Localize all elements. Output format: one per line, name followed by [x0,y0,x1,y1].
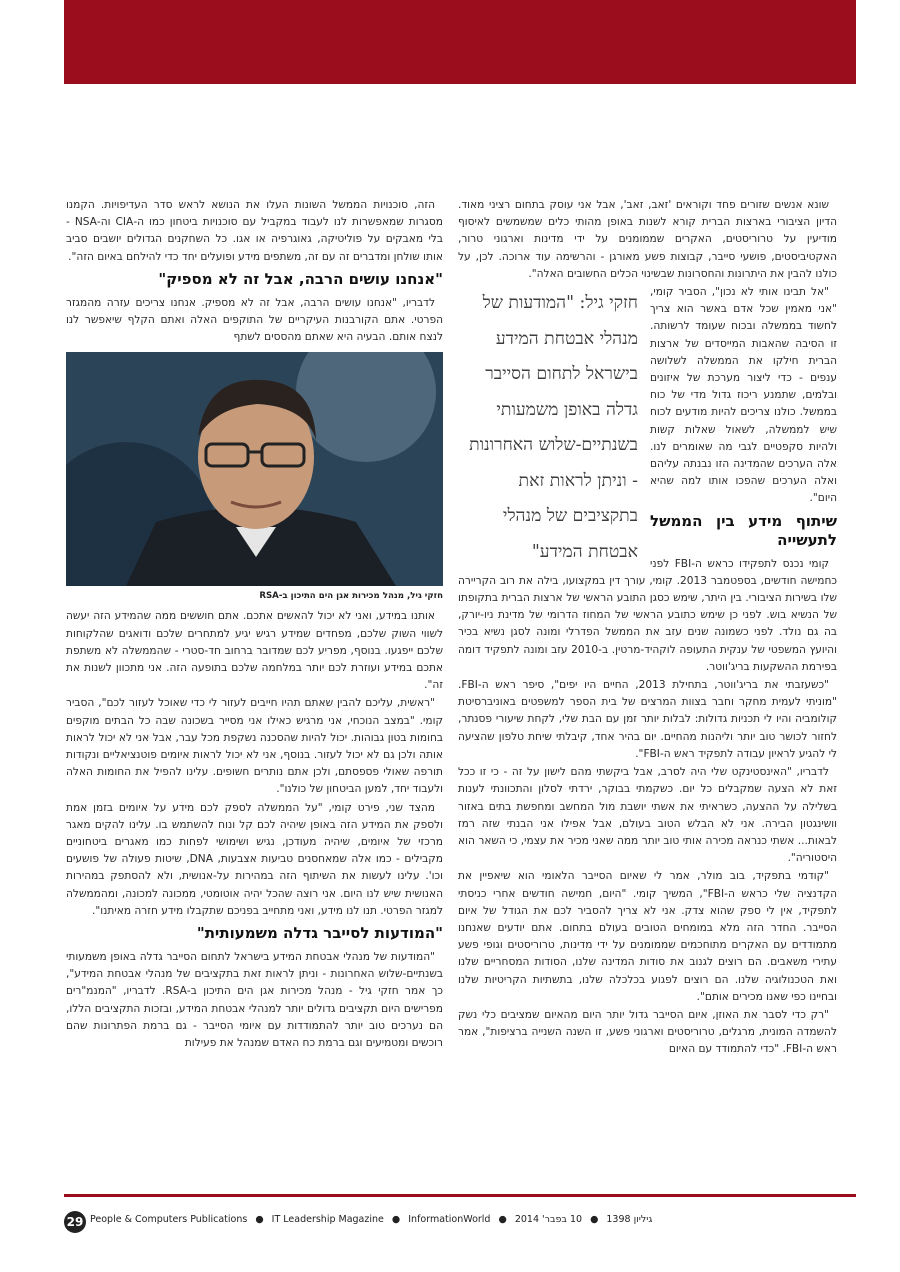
body-paragraph: "קודמי בתפקיד, בוב מולר, אמר לי שאיום הסייבר הלאומי הוא שיאפיין את הקדנציה שלי כראש ה-FBI", המשיך קומי. "היום, חמישה חודשים אחרי כניסתי לתפקיד, אין לי ספק שהוא צדק. אני לא צריך להסביר לכם את הגודל של איום הסייבר. החדר הזה מלא במומחים הטובים בעולם בתחום. אתם יודעים שאנחנו מתמודדים עם האקרים מתוחכמים שממומנים על ידי מדינות, טרוריסטים וגופי פשע עתירי משאבים. הם רוצים לגנוב את סודות המדינה שלנו, הסודות המסחריים שלנו ואת הטכנולוגיה שלנו. הם רוצים לפגוע בכלכלה שלנו, בתשתיות הקריטיות שלנו ובחיינו כפי שאנו מכירים אותם". [458,870,837,1003]
body-paragraph: "ראשית, עליכם להבין שאתם תהיו חייבים לעזור לי כדי שאוכל לעזור לכם", הסביר קומי. "במצב הנוכחי, אני מרגיש כאילו אני מסייר בשכונה שבה כל הבתים מוקפים בחומות בטון גבוהות. יכול להיות שהסכנה נשקפת מכל עבר, אבל אני לא יכול לראות אותה ולכן גם לא יכול לעזור. בנוסף, אני לא יכול לראות איומים פוטנציאליים ונקודות תורפה שאולי פספסתם, ולכן אתם נותרים חשופים. עלינו להפיל את החומות האלה ולעבוד יחד, למען הביטחון של כולנו". [66,697,443,796]
footer-site: InformationWorld [408,1214,491,1225]
body-paragraph: לדבריו, "האינסטינקט שלי היה לסרב, אבל ביקשתי מהם לישון על זה - כי זו ככל זאת לא הצעה שמקבלים כל יום. כשקמתי בבוקר, ירדתי לסלון והתכוונתי לענות בשלילה על ההצעה, כשראיתי את אשתי יושבת מול המחשב ומחפשת בתים באזור וושינגטון הבירה. אני לא הבלש הטוב בעולם, אבל אפילו אני הבנתי שזה רמז לבאות... אשתי כנראה מכירה אותי טוב יותר ממה שאני מכיר את עצמי, כי השאר הוא היסטוריה". [458,766,837,865]
body-paragraph: מהצד שני, פירט קומי, "על הממשלה לספק לכם מידע על איומים בזמן אמת ולספק את המידע הזה באופן שיהיה לכם קל ונוח להשתמש בו. עלינו להקים מאגר מרכזי של איומים, שיהיה מעודכן, נגיש ושימושי לפחות כמו מאגרים ביטחוניים מקבילים - כמו אלה שמאחסנים טביעות אצבעות, DNA, שיטות פעולה של פושעים וכו'. עלינו לעשות את השיתוף הזה במהירות על-אנושית, ולא להסתפק במהירות האנושית שיש לנו היום. אני רוצה שהכל יהיה אוטומטי, ממכונה למכונה, ומהממשלה למגזר הפרטי. תנו לנו מידע, ואני מתחייב בפניכם שתקבלו מידע חזרה מאיתנו". [66,801,443,917]
footer-rule [64,1194,856,1197]
portrait-photo [66,352,443,586]
footer-bar [90,1214,652,1225]
bullet-icon: ● [391,1214,401,1225]
body-paragraph: לדבריו, "אנחנו עושים הרבה, אבל זה לא מספיק. אנחנו צריכים עזרה מהמגזר הפרטי. אתם הקורבנות העיקריים של התוקפים האלה ואתם הקלף שיאפשר לנו לנצח אותם. הבעיה היא שאתם מהססים לשתף [66,296,443,344]
footer-date: 10 בפבר' 2014 [514,1214,583,1225]
body-paragraph: "אל תבינו אותי לא נכון", הסביר קומי, "אני מאמין שכל אדם באשר הוא צריך לחשוד בממשלה ובכוח שעומד לרשותה. זו הסיבה שהאבות המייסדים של ארצות הברית חילקו את הממשלה לשלושה ענפים - כדי ליצור מערכת של איזונים ובלמים, שתמנע ריכוז גדול מדי של כוח בממשל. כולנו צריכים להיות מודעים לכוח שיש לממשלה, לשאול שאלות קשות ולהיות סקפטיים לגבי מה שאומרים לנו. אלה הערכים שהמדינה הזו נבנתה עליהם ואלה הערכים שהפכו אותו למה שהיא היום". [650,286,837,505]
bullet-icon: ● [255,1214,264,1225]
section-heading: "אנחנו עושים הרבה, אבל זה לא מספיק" [158,269,443,288]
page-number: 29 [64,1211,86,1233]
portrait-illustration [66,352,443,586]
section-heading: "המודעות לסייבר גדלה משמעותית" [196,924,443,943]
left-text-column [66,197,443,1172]
footer-publisher: People & Computers Publications [90,1214,248,1225]
footer-issue: גיליון 1398 [606,1214,653,1225]
right-text-column [458,197,837,1172]
section-heading: שיתוף מידע בין הממשל לתעשייה [650,511,837,549]
bullet-icon: ● [590,1214,599,1225]
photo-caption: חזקי גיל, מנהל מכירות אגן הים התיכון ב-RSA [259,591,443,602]
body-paragraph: שונא אנשים שזורים פחד וקוראים 'זאב, זאב', אבל אני עוסק בתחום רציני מאוד. הדיון הציבורי בארצות הברית קורא לשנות באופן מהותי כלים שמשמשים לאיסוף מודיעין על טרוריסטים, האקרים שממומנים על ידי מדינות וארגוני טרור, האקטיביסטים, פושעי סייבר, קבוצות פשע מאורגן - והרשימה עוד ארוכה. לכן, על כולנו להבין את היתרונות והחסרונות שבשינוי הכלים החשובים האלה". [458,199,837,280]
top-color-band [64,0,856,84]
body-paragraph: קומי נכנס לתפקידו כראש ה-FBI לפני כחמישה חודשים, בספטמבר 2013. קומי, עורך דין במקצועו, בילה את רוב הקריירה שלו בשירות הציבורי. בין היתר, שימש כסגן התובע הראשי של ארצות הברית בתקופתו של הנשיא בוש. לפני כן שימש כתובע הראשי של המחוז הדרומי של מדינת ניו-יורק, בה גם נולד. לפני כשמונה שנים עזב את הממשל הפדרלי ומונה לסגן נשיא בכיר והיועץ המשפטי של ענקית התעופה לוקהיד-מרטין. ב-2010 עזב ומונה לתפקיד דומה בפירמת ההשקעות בריג'ווטר. [458,557,837,673]
footer-magazine: IT Leadership Magazine [271,1214,384,1225]
body-paragraph: אותנו במידע, ואני לא יכול להאשים אתכם. אתם חוששים ממה שהמידע הזה יעשה לשווי השוק שלכם, מפחדים שמידע רגיש יגיע למתחרים שלכם ודואגים שהלקוחות שלכם ייפגעו. בנוסף, מפריע לכם שמדובר ברחוב חד-סטרי - שהממשלה לא משתפת אתכם במידע ועוזרת לכם יותר במלחמה שלכם בתופעה הזה. אני מתכוון לשנות את זה". [66,610,443,692]
body-paragraph: "רק כדי לסבר את האוזן, איום הסייבר גדול יותר היום מהאיום שמציבים כלי נשק להשמדה המונית, מרגלים, טרוריסטים וארגוני פשע, זו השנה השנייה ברציפות", אמר ראש ה-FBI. "כדי להתמודד עם האיום [458,1008,837,1056]
pull-quote: חזקי גיל: "המודעות של מנהלי אבטחת המידע בישראל לתחום הסייבר גדלה באופן משמעותי בשנתיים-שלוש האחרונות - וניתן לראות זאת בתקציבים של מנהלי אבטחת המידע" [469,293,638,562]
pull-quote-block [458,284,837,677]
body-paragraph: "כשעזבתי את בריג'ווטר, בתחילת 2013, החיים היו יפים", סיפר ראש ה-FBI. "מוניתי לעמית מחקר וחבר בצוות המרצים של בית הספר למשפטים באוניברסיטת קולומביה והיו לי תכניות גדולות: לבלות יותר זמן עם הבת שלי, לקחת שיעורי פסנתר, לחזור לכושר טוב יותר וליהנות מהחיים. יום בהיר אחד, קיבלתי שיחת טלפון שהציעה לי להגיע לראיון עבודה לתפקיד ראש ה-FBI". [458,679,837,760]
body-paragraph: הזה, סוכנויות הממשל השונות העלו את הנושא לראש סדר העדיפויות. הקמנו מסגרות שמאפשרות לנו לעבוד במקביל עם סוכנויות ביטחון כמו ה-CIA וה-NSA - בלי מאבקים על פוליטיקה, גאוגרפיה או אגו. כל השחקנים הגדולים יושבים סביב אותו שולחן ומדברים זה עם זה, משתפים מידע ופועלים יחד כדי להילחם באיום הזה". [66,199,443,263]
body-paragraph: "המודעות של מנהלי אבטחת המידע בישראל לתחום הסייבר גדלה באופן משמעותי בשנתיים-שלוש האחרונות - וניתן לראות זאת בתקציבים של מנהלי אבטחת המידע", כך אמר חזקי גיל - מנהל מכירות אגן הים התיכון ב-RSA. לדבריו, "המנמ"רים מפרישים היום תקציבים גדולים יותר למנהלי אבטחת המידע, ובזכות התקציבים הללו, הם נערכים טוב יותר להתמודדות עם איומי הסייבר - גם ברמת הפתרונות שהם רוכשים ומטמיעים וגם ברמת כח האדם שמנהל את פעילות [66,951,443,1050]
bullet-icon: ● [498,1214,507,1225]
